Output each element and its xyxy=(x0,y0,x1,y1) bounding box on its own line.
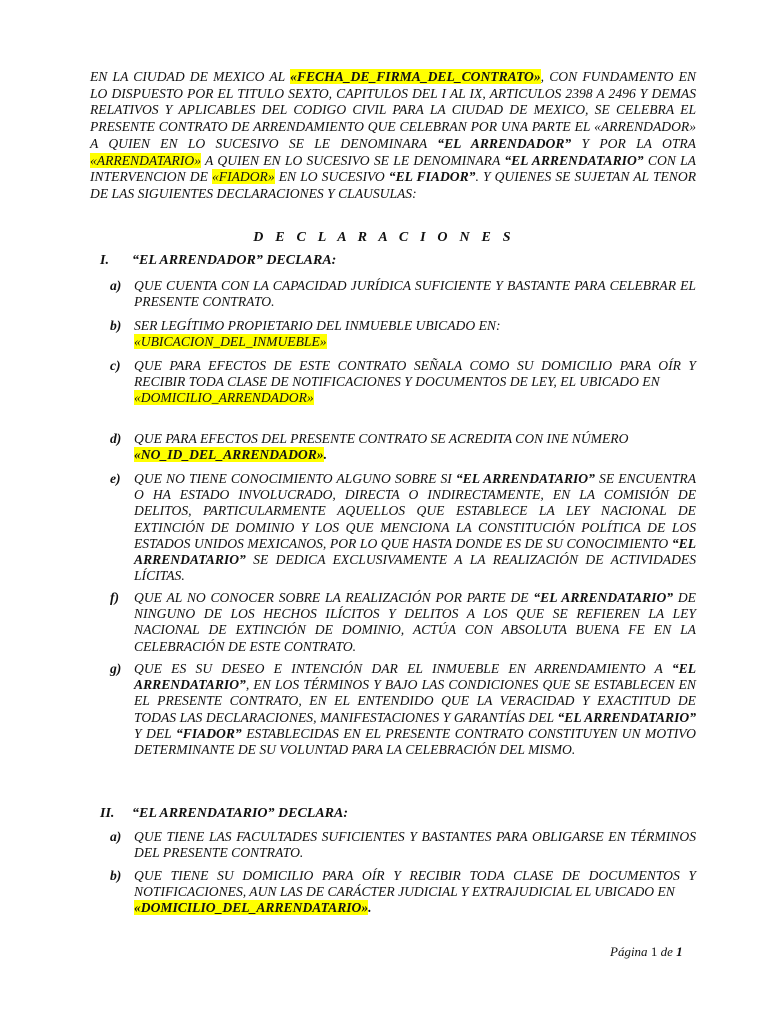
item-text-part: QUE NO TIENE CONOCIMIENTO ALGUNO SOBRE SI xyxy=(134,471,456,486)
page-number xyxy=(610,944,683,960)
party-arrendatario: “EL ARRENDATARIO” xyxy=(455,471,595,486)
intro-text: , CON FUNDAMENTO EN LO DISPUESTO POR EL TITULO SEXTO, CAPITULOS DEL I AL IX, ARTICULOS 2398 A 2496 Y DEMAS RELATIVOS Y APLICABLES DEL CODIGO CIVIL PARA LA CIUDAD DE MEXICO, SE CELEBRA EL PRESENTE CONTRATO DE ARRENDAMIENTO QUE CELEBRAN POR UNA PARTE EL «ARRENDADOR» A QUIEN EN LO SUCESIVO SE LE DENOMINARA xyxy=(90,69,696,151)
declaraciones-title: D E C L A R A C I O N E S xyxy=(253,230,515,245)
item-text-part: Y DEL xyxy=(134,725,176,741)
field-fecha-firma: «FECHA_DE_FIRMA_DEL_CONTRATO» xyxy=(290,69,541,84)
party-arrendatario: “EL ARRENDATARIO” xyxy=(557,709,697,725)
item-label: b) xyxy=(110,318,122,333)
item-text: QUE CUENTA CON LA CAPACIDAD JURÍDICA SUFICIENTE Y BASTANTE PARA CELEBRAR EL PRESENTE CONTRATO. xyxy=(134,278,696,310)
party-arrendatario: “EL ARRENDATARIO” xyxy=(134,535,696,568)
item-text-end: . xyxy=(323,447,327,463)
item-text xyxy=(134,471,696,584)
item-text-part: SE DEDICA EXCLUSIVAMENTE A LA REALIZACIÓN DE ACTIVIDADES LÍCITAS. xyxy=(134,552,696,584)
party-arrendatario: “EL ARRENDATARIO” xyxy=(533,590,674,605)
section-2-title: “EL ARRENDATARIO” DECLARA: xyxy=(132,806,349,821)
field-no-id-arrendador: «NO_ID_DEL_ARRENDADOR» xyxy=(134,447,324,463)
declaration-1f xyxy=(110,590,696,655)
party-fiador: “EL FIADOR” xyxy=(388,169,476,185)
intro-text: CON LA INTERVENCION DE xyxy=(90,152,696,185)
item-text-part: QUE PARA EFECTOS DEL PRESENTE CONTRATO SE ACREDITA CON INE NÚMERO xyxy=(134,431,629,446)
declaration-1g xyxy=(110,661,696,758)
item-text-part: SER LEGÍTIMO PROPIETARIO DEL INMUEBLE UBICADO EN: xyxy=(134,318,501,333)
declaration-1d xyxy=(110,431,696,463)
item-text-part: , EN LOS TÉRMINOS Y BAJO LAS CONDICIONES QUE SE ESTABLECEN EN EL PRESENTE CONTRATO, EN EL ENTENDIDO QUE LA VERACIDAD Y EXACTITUD DE TODAS LAS DECLARACIONES, MANIFESTACIONES Y GARANTÍAS DEL xyxy=(134,677,696,725)
party-arrendatario: “EL ARRENDATARIO” xyxy=(134,661,696,693)
item-text-part: SE ENCUENTRA O HA ESTADO INVOLUCRADO, DIRECTA O INDIRECTAMENTE, EN LA COMISIÓN DE DELITOS, PARTICULARMENTE AQUELLOS QUE ESTABLECE LA LEY NACIONAL DE EXTINCIÓN DE DOMINIO Y LOS QUE MENCIONA LA CONSTITUCIÓN POLÍTICA DE LOS ESTADOS UNIDOS MEXICANOS, POR LO QUE HASTA DONDE ES DE SU CONOCIMIENTO xyxy=(134,471,696,551)
intro-text: Y POR LA OTRA xyxy=(571,135,696,151)
party-fiador: “FIADOR” xyxy=(176,725,242,741)
page-of: de xyxy=(660,944,673,959)
party-arrendatario: “EL ARRENDATARIO” xyxy=(504,152,644,168)
page-current: 1 xyxy=(650,944,658,959)
item-text xyxy=(134,661,696,758)
declaration-1b xyxy=(110,318,696,350)
item-text-part: DE NINGUNO DE LOS HECHOS ILÍCITOS Y DELITOS A LOS QUE SE REFIEREN LA LEY NACIONAL DE EXTINCIÓN DE DOMINIO, ACTÚA CON ABSOLUTA BUENA FE EN LA CELEBRACIÓN DE ESTE CONTRATO. xyxy=(134,590,696,654)
item-text-part: QUE TIENE SU DOMICILIO PARA OÍR Y RECIBIR TODA CLASE DE DOCUMENTOS Y NOTIFICACIONES, AUN LAS DE CARÁCTER JUDICIAL Y EXTRAJUDICIAL EL UBICADO EN xyxy=(134,868,696,900)
item-text xyxy=(134,590,696,655)
declaration-2a xyxy=(110,829,696,861)
item-text xyxy=(134,358,696,407)
section-1-heading xyxy=(100,253,336,269)
item-text xyxy=(134,318,696,350)
item-text-end: . xyxy=(368,900,372,916)
item-label: e) xyxy=(110,471,121,486)
item-text: QUE TIENE LAS FACULTADES SUFICIENTES Y BASTANTES PARA OBLIGARSE EN TÉRMINOS DEL PRESENTE CONTRATO. xyxy=(134,829,696,861)
page-label: Página xyxy=(610,944,648,959)
item-text-part: QUE PARA EFECTOS DE ESTE CONTRATO SEÑALA COMO SU DOMICILIO PARA OÍR Y RECIBIR TODA CLASE DE NOTIFICACIONES Y DOCUMENTOS DE LEY, EL UBICADO EN xyxy=(134,358,696,390)
item-label: g) xyxy=(110,661,122,676)
party-arrendador: “EL ARRENDADOR” xyxy=(437,135,572,151)
item-label: d) xyxy=(110,431,122,446)
item-text-part: QUE AL NO CONOCER SOBRE LA REALIZACIÓN POR PARTE DE xyxy=(134,590,534,605)
item-label: a) xyxy=(110,278,122,293)
item-label: c) xyxy=(110,358,121,373)
item-text xyxy=(134,868,696,917)
section-1-number: I. xyxy=(100,253,109,268)
item-text-part: ESTABLECIDAS EN EL PRESENTE CONTRATO CONSTITUYEN UN MOTIVO DETERMINANTE DE SU VOLUNTAD PARA LA CELEBRACIÓN DEL MISMO. xyxy=(134,725,696,758)
declaration-1e xyxy=(110,471,696,584)
field-arrendatario: «ARRENDATARIO» xyxy=(90,152,201,168)
intro-paragraph xyxy=(90,69,696,203)
section-2-heading xyxy=(100,806,348,822)
declaration-1c xyxy=(110,358,696,407)
intro-text: A QUIEN EN LO SUCESIVO SE LE DENOMINARA xyxy=(201,152,505,168)
item-label: b) xyxy=(110,868,122,883)
declaration-1a xyxy=(110,278,696,310)
intro-text: . Y QUIENES SE SUJETAN AL TENOR DE LAS SIGUIENTES DECLARACIONES Y CLAUSULAS: xyxy=(90,169,696,201)
field-domicilio-arrendatario: «DOMICILIO_DEL_ARRENDATARIO» xyxy=(134,900,369,916)
field-fiador: «FIADOR» xyxy=(211,169,275,185)
declaration-2b xyxy=(110,868,696,917)
field-domicilio-arrendador: «DOMICILIO_ARRENDADOR» xyxy=(134,390,314,406)
item-label: a) xyxy=(110,829,122,844)
item-text xyxy=(134,431,696,463)
intro-text: EN LA CIUDAD DE MEXICO AL xyxy=(90,69,291,84)
item-label: f) xyxy=(110,590,120,605)
page-total: 1 xyxy=(676,944,683,959)
item-text-part: QUE ES SU DESEO E INTENCIÓN DAR EL INMUEBLE EN ARRENDAMIENTO A xyxy=(134,661,672,676)
section-2-number: II. xyxy=(100,806,115,821)
intro-text: EN LO SUCESIVO xyxy=(274,169,389,185)
section-1-title: “EL ARRENDADOR” DECLARA: xyxy=(132,253,337,268)
field-ubicacion-inmueble: «UBICACION_DEL_INMUEBLE» xyxy=(134,334,327,350)
